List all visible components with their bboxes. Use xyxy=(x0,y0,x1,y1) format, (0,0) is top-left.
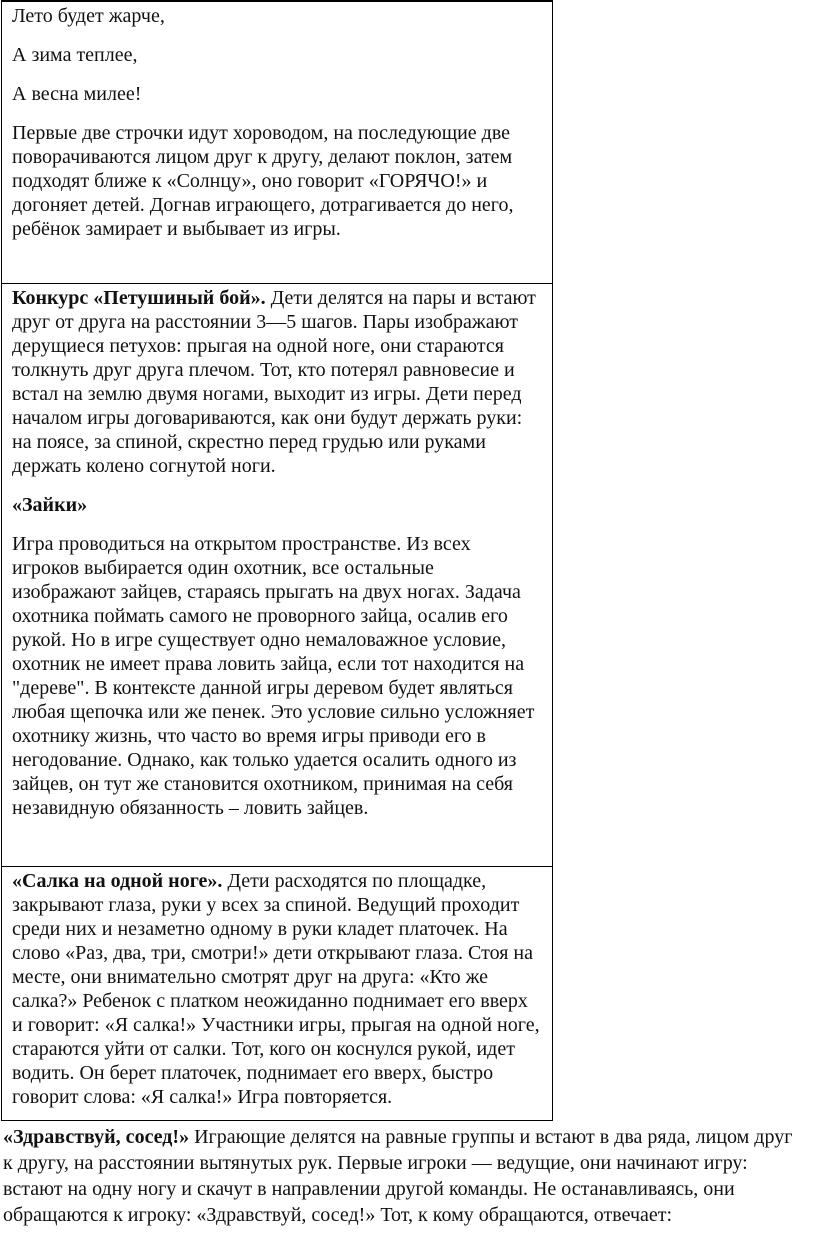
table-cell-3 xyxy=(1,866,553,1121)
game-salka xyxy=(12,869,542,1109)
game-title: «Зайки» xyxy=(12,494,88,516)
game-description: Играющие делятся на равные группы и встают в два ряда, лицом друг к другу, на расстоянии вытянутых рук. Первые игроки — ведущие, они начинают игру: встают на одну ногу и скачут в направлении другой команды. Не останавливаясь, они обращаются к игроку: «Здравствуй, сосед!» Тот, к кому обращаются, отвечает: xyxy=(3,1126,793,1226)
game-title: Конкурс «Петушиный бой». xyxy=(12,287,266,309)
game-title: «Здравствуй, сосед!» xyxy=(3,1126,190,1148)
game-petushiny-boy xyxy=(12,286,542,478)
game-zaiki-title xyxy=(12,493,542,517)
game-description: Дети делятся на пары и встают друг от друга на расстоянии 3—5 шагов. Пары изображают дерущиеся петухов: прыгая на одной ноге, они стараются толкнуть друг друга плечом. Тот, кто потерял равновесие и встал на землю двумя ногами, выходит из игры. Дети перед началом игры договариваются, как они будут держать руки: на поясе, за спиной, скрестно перед грудью или руками держать колено согнутой ноги. xyxy=(12,287,536,477)
table-cell-2 xyxy=(1,283,553,867)
game-description: Дети расходятся по площадке, закрывают глаза, руки у всех за спиной. Ведущий проходит среди них и незаметно одному в руки кладет платочек. На слово «Раз, два, три, смотри!» дети открывают глаза. Стоя на месте, они внимательно смотрят друг на друга: «Кто же салка?» Ребенок с платком неожиданно поднимает его вверх и говорит: «Я салка!» Участники игры, прыгая на одной ноге, стараются уйти от салки. Тот, кого он коснулся рукой, идет водить. Он берет платочек, поднимает его вверх, быстро говорит слова: «Я салка!» Игра повторяется. xyxy=(12,870,540,1108)
game-rules-paragraph: Первые две строчки идут хороводом, на последующие две поворачиваются лицом друг к другу, делают поклон, затем подходят ближе к «Солнцу», оно говорит «ГОРЯЧО!» и догоняет детей. Догнав играющего, дотрагивается до него, ребёнок замирает и выбывает из игры. xyxy=(12,122,514,240)
table-cell-1 xyxy=(1,0,553,284)
poem-line-2: А зима теплее, xyxy=(12,44,138,66)
poem-line-1: Лето будет жарче, xyxy=(12,5,165,27)
game-zaiki-description: Игра проводиться на открытом пространстве. Из всех игроков выбирается один охотник, все остальные изображают зайцев, стараясь прыгать на двух ногах. Задача охотника поймать самого не проворного зайца, осалив его рукой. Но в игре существует одно немаловажное условие, охотник не имеет права ловить зайца, если тот находится на "дереве". В контексте данной игры деревом будет являться любая щепочка или же пенек. Это условие сильно усложняет охотнику жизнь, что часто во время игры приводи его в негодование. Однако, как только удается осалить одного из зайцев, он тут же становится охотником, принимая на себя незавидную обязанность – ловить зайцев. xyxy=(12,533,535,819)
game-title: «Салка на одной ноге». xyxy=(12,870,223,892)
poem-line-3: А весна милее! xyxy=(12,83,142,105)
game-zdravstvuy-sosed xyxy=(3,1124,803,1228)
